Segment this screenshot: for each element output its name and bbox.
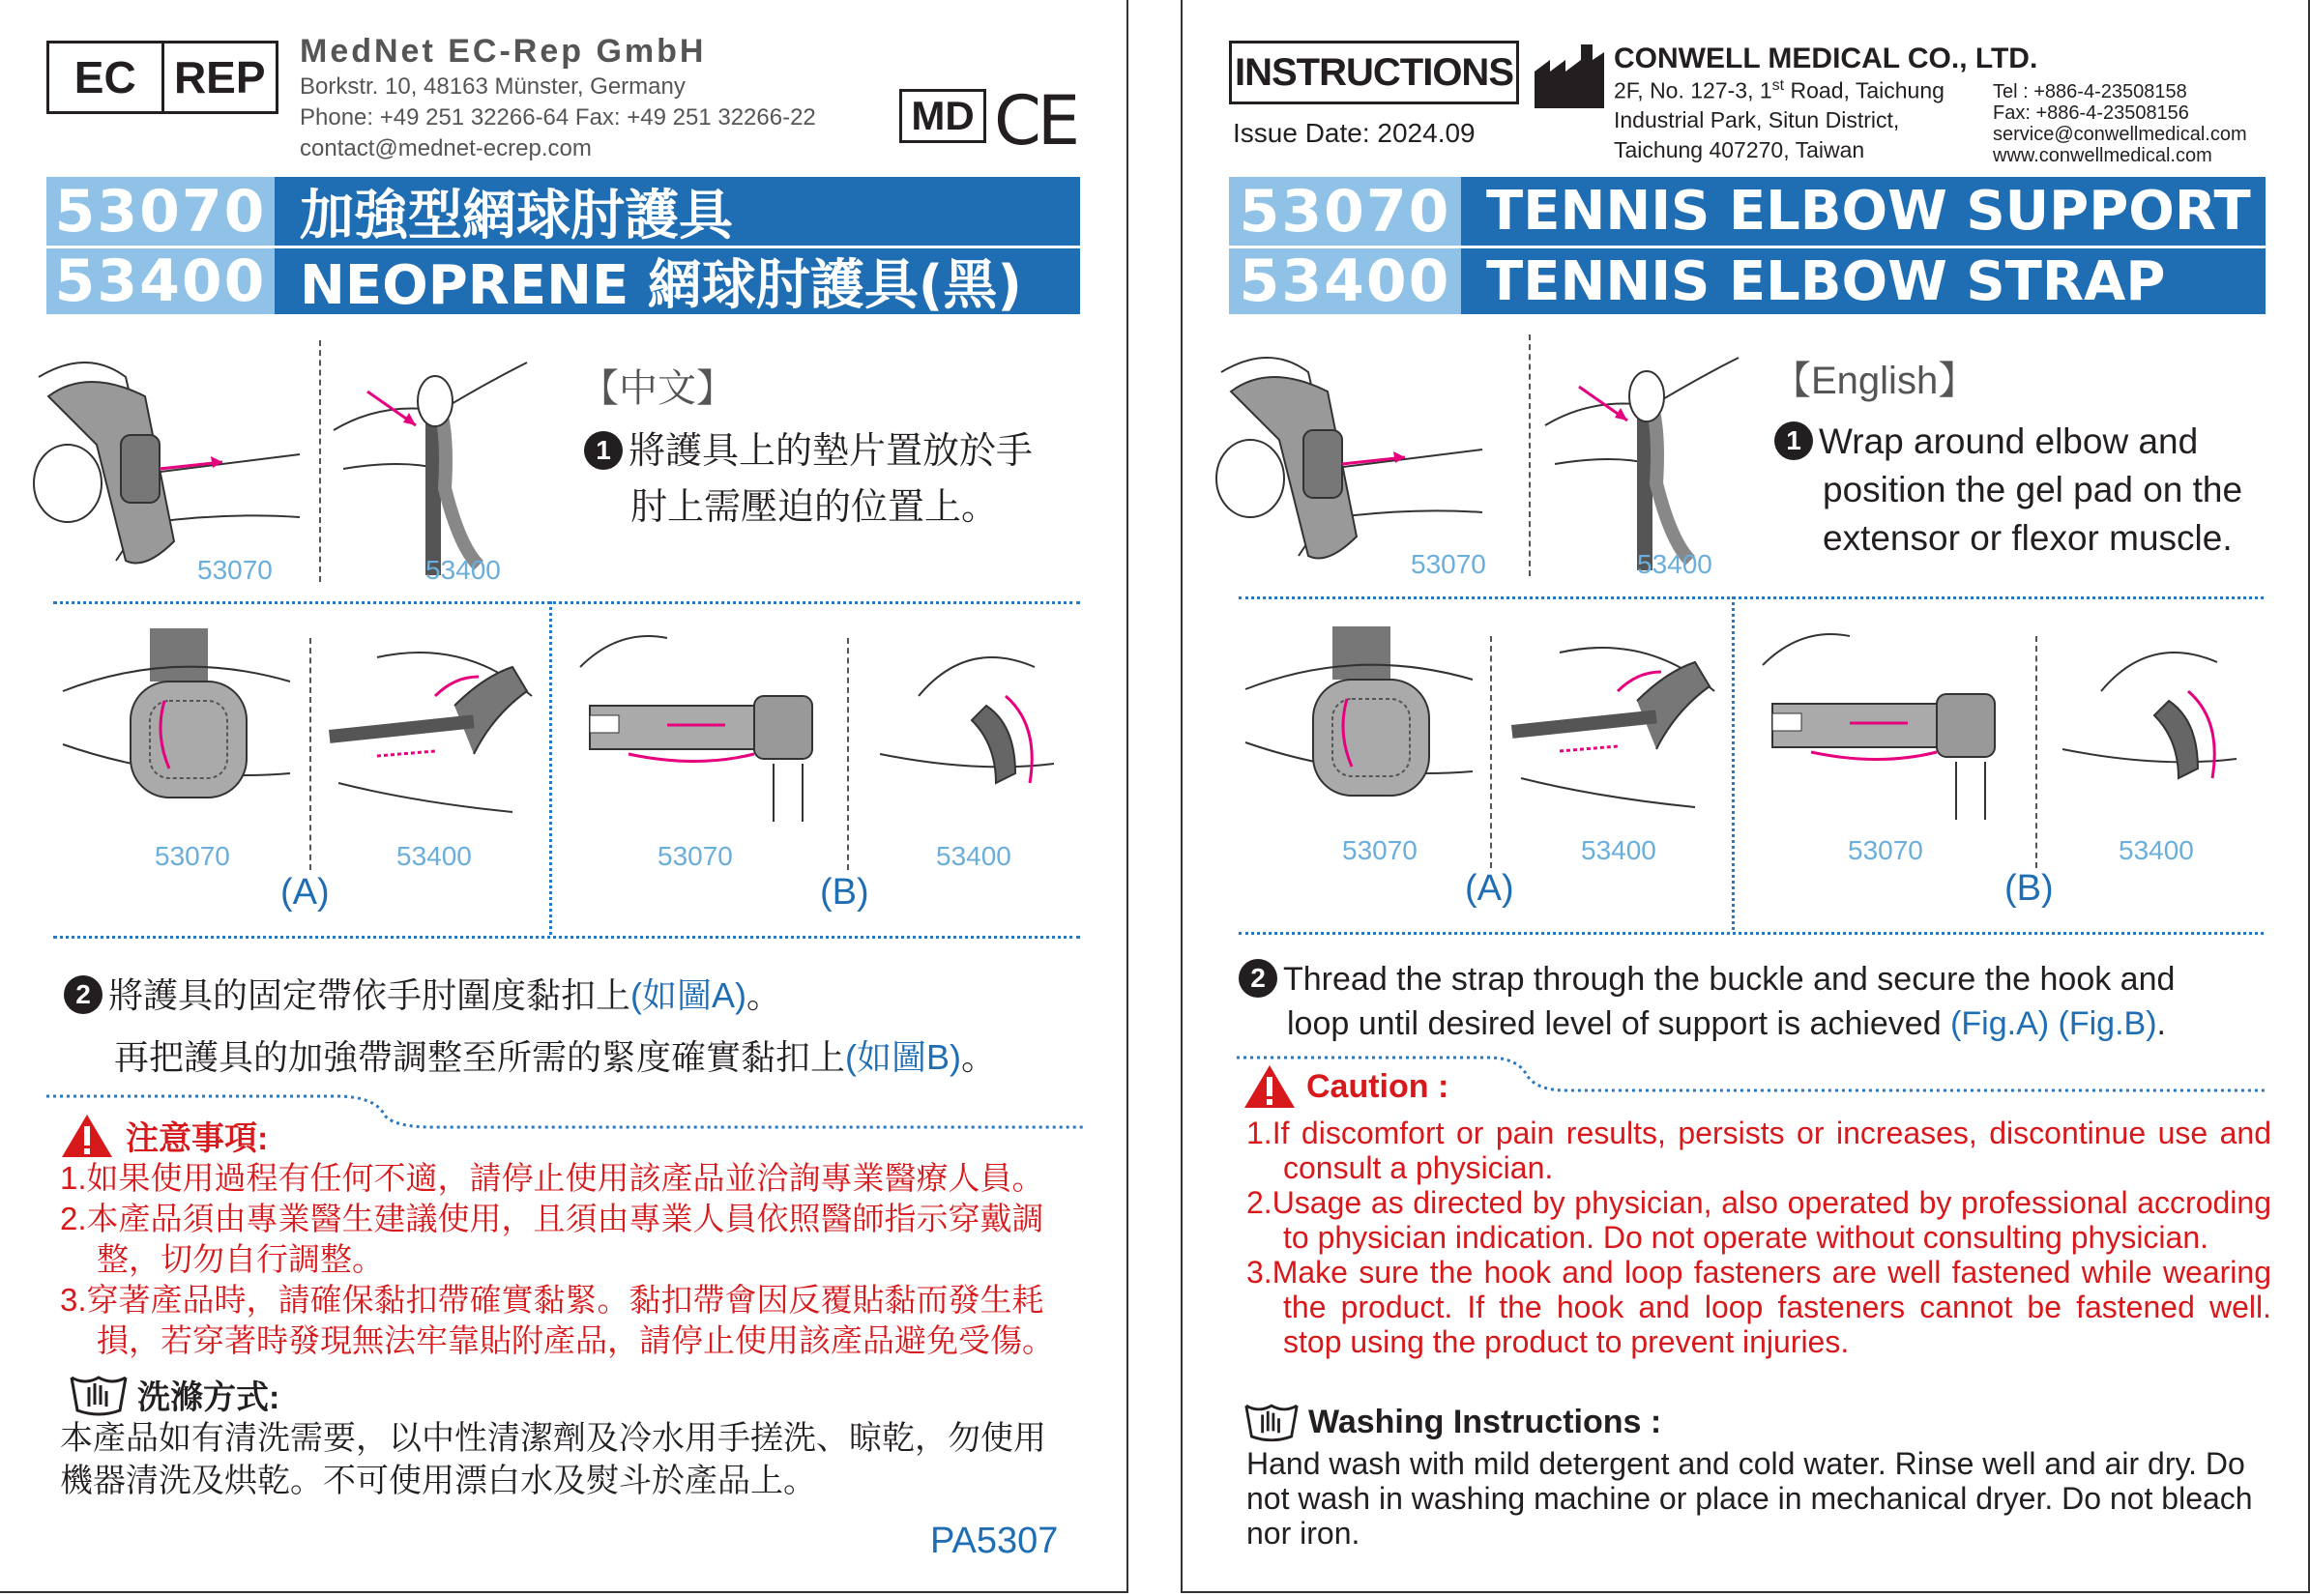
divider xyxy=(1490,636,1492,868)
fig-letter-a: (A) xyxy=(1465,868,1514,909)
caution-title-text: Caution : xyxy=(1306,1067,1449,1105)
step2-fig-b-ref: (如圖B) xyxy=(845,1037,962,1077)
step2-fig-ref: (Fig.A) (Fig.B) xyxy=(1950,1005,2157,1042)
step1-number: 1 xyxy=(584,431,623,470)
manufacturer-web: www.conwellmedical.com xyxy=(1993,145,2212,166)
fig-label-b-53400: 53400 xyxy=(2119,835,2194,865)
caution-list xyxy=(1246,1116,2271,1359)
step2-line2-end: 。 xyxy=(961,1037,997,1077)
caution-item: 1.If discomfort or pain results, persists or increases, discontinue use and consult a physician. xyxy=(1246,1116,2271,1185)
panel-english xyxy=(1181,0,2310,1593)
panel-chinese xyxy=(0,0,1128,1593)
manufacturer-email: service@conwellmedical.com xyxy=(1993,124,2247,145)
washing-title-text: 洗滌方式: xyxy=(137,1379,280,1416)
washing-title xyxy=(1243,1400,1661,1444)
illustration-step1-53400 xyxy=(1535,338,1777,570)
address-part: Road, Taichung xyxy=(1784,77,1944,103)
language-heading: 【中文】 xyxy=(580,367,735,410)
warning-icon xyxy=(1243,1063,1297,1110)
dotted-divider xyxy=(53,936,1080,939)
illustration-fig-a-53070 xyxy=(1241,626,1482,820)
washing-text: Hand wash with mild detergent and cold water. Rinse well and air dry. Do not wash in washing machine or place in mechanical dryer. Do not bleach nor iron. xyxy=(1246,1446,2253,1551)
washing-title xyxy=(68,1371,279,1418)
caution-item: 3.Make sure the hook and loop fasteners are well fastened while wearing the product. If the hook and loop fasteners cannot be fastened well. stop using the product to prevent injuries. xyxy=(1246,1255,2271,1359)
illustration-fig-a-53400 xyxy=(319,638,541,822)
hand-wash-icon xyxy=(68,1372,130,1418)
manufacturer-address-3: Taichung 407270, Taiwan xyxy=(1614,137,1865,162)
step1-line1: 將護具上的墊片置放於手 xyxy=(629,431,1034,472)
step2-fig-a-ref: (如圖A) xyxy=(630,975,747,1015)
fig-label-a-53400: 53400 xyxy=(1581,835,1656,865)
step1-text xyxy=(1774,418,2242,563)
caution-title-text: 注意事項: xyxy=(126,1120,269,1157)
illustration-fig-b-53400 xyxy=(2043,633,2256,827)
step1-text xyxy=(584,423,1033,536)
fig-label-a-53070: 53070 xyxy=(1342,835,1418,865)
product-number-1: 53070 xyxy=(1229,177,1461,246)
step2-number: 2 xyxy=(1239,959,1277,998)
step2-number: 2 xyxy=(64,975,102,1014)
manufacturer-address-1 xyxy=(1614,77,1944,104)
fig-label-b-53070: 53070 xyxy=(658,841,733,871)
product-number-2: 53400 xyxy=(1229,248,1461,314)
fig-label-b-53400: 53400 xyxy=(936,841,1011,871)
fig-letter-b: (B) xyxy=(820,872,869,913)
manufacturer-fax: Fax: +886-4-23508156 xyxy=(1993,102,2189,124)
illustration-fig-b-53070 xyxy=(561,628,832,822)
fig-letter-a: (A) xyxy=(280,872,330,913)
fig-label-b-53070: 53070 xyxy=(1848,835,1923,865)
product-number-1: 53070 xyxy=(46,177,275,246)
step1-line1: Wrap around elbow and xyxy=(1819,421,2199,461)
product-title-1: TENNIS ELBOW SUPPORT xyxy=(1461,177,2266,246)
address-part: 2F, No. 127-3, 1 xyxy=(1614,77,1772,103)
illustration-step1-53400 xyxy=(324,343,566,575)
ce-mark: CE xyxy=(994,81,1077,160)
fig-label-53400: 53400 xyxy=(425,555,501,585)
title-band xyxy=(1229,177,2266,314)
fig-label-a-53400: 53400 xyxy=(396,841,472,871)
divider xyxy=(319,340,321,582)
instructions-label: INSTRUCTIONS xyxy=(1229,41,1519,104)
divider xyxy=(1529,334,1531,576)
rep-label: REP xyxy=(173,52,266,102)
caution-title xyxy=(60,1112,268,1159)
caution-item: 2.本產品須由專業醫生建議使用，且須由專業人員依照醫師指示穿戴調整，切勿自行調整。 xyxy=(60,1201,1044,1277)
caution-item: 3.穿著產品時，請確保黏扣帶確實黏緊。黏扣帶會因反覆貼黏而發生耗損，若穿著時發現無法牢靠貼附產品，請停止使用該產品避免受傷。 xyxy=(60,1282,1054,1358)
illustration-step1-53070 xyxy=(1212,334,1502,575)
step2-line1-end: 。 xyxy=(746,975,782,1015)
divider xyxy=(847,638,849,870)
product-title-1: 加強型網球肘護具 xyxy=(275,177,1080,246)
caution-item: 1.如果使用過程有任何不適，請停止使用該產品並洽詢專業醫療人員。 xyxy=(60,1160,1044,1196)
caution-list xyxy=(60,1158,1085,1361)
fig-label-53400: 53400 xyxy=(1637,549,1712,579)
illustration-fig-a-53070 xyxy=(58,628,300,822)
rep-phone: Phone: +49 251 32266-64 Fax: +49 251 32266-22 xyxy=(300,104,816,131)
manufacturer-address-2: Industrial Park, Situn District, xyxy=(1614,107,1900,132)
product-title-2: TENNIS ELBOW STRAP xyxy=(1461,248,2266,314)
washing-title-text: Washing Instructions : xyxy=(1308,1403,1662,1440)
document-code: PA5307 xyxy=(930,1521,1059,1561)
md-mark: MD xyxy=(899,89,986,143)
illustration-step1-53070 xyxy=(29,338,319,580)
fig-label-53070: 53070 xyxy=(197,555,273,585)
issue-date: Issue Date: 2024.09 xyxy=(1233,118,1476,148)
step2-line1: 將護具的固定帶依手肘圍度黏扣上 xyxy=(108,975,631,1015)
fig-label-53070: 53070 xyxy=(1411,549,1486,579)
step2-line2: 再把護具的加強帶調整至所需的緊度確實黏扣上 xyxy=(114,1037,846,1077)
step1-line2: 肘上需壓迫的位置上。 xyxy=(630,487,999,528)
dotted-divider xyxy=(53,601,1080,604)
ec-rep-symbol xyxy=(46,41,278,114)
fig-label-a-53070: 53070 xyxy=(155,841,230,871)
step2-text xyxy=(1239,957,2175,1046)
divider xyxy=(2035,636,2037,868)
manufacturer-icon xyxy=(1533,43,1606,110)
manufacturer-name: CONWELL MEDICAL CO., LTD. xyxy=(1614,43,2038,74)
step1-line3: extensor or flexor muscle. xyxy=(1823,518,2233,558)
dotted-divider xyxy=(1239,932,2264,935)
rep-company-name: MedNet EC-Rep GmbH xyxy=(300,33,707,70)
rep-address: Borkstr. 10, 48163 Münster, Germany xyxy=(300,73,686,100)
language-heading: 【English】 xyxy=(1772,360,1977,402)
title-band xyxy=(46,177,1080,317)
dotted-divider-vertical xyxy=(549,601,552,935)
fig-letter-b: (B) xyxy=(2004,868,2054,909)
washing-text: 本產品如有清洗需要，以中性清潔劑及冷水用手搓洗、晾乾，勿使用機器清洗及烘乾。不可使用漂白水及熨斗於產品上。 xyxy=(60,1420,1046,1499)
step2-line1: Thread the strap through the buckle and secure the hook and xyxy=(1283,961,2176,998)
dotted-divider xyxy=(1239,596,2264,599)
dotted-divider-vertical xyxy=(1732,596,1735,930)
divider xyxy=(309,638,311,870)
illustration-fig-b-53400 xyxy=(861,638,1073,831)
product-number-2: 53400 xyxy=(46,248,275,314)
step1-number: 1 xyxy=(1774,421,1813,460)
ec-label: EC xyxy=(49,44,164,111)
rep-email: contact@mednet-ecrep.com xyxy=(300,135,592,161)
hand-wash-icon xyxy=(1243,1400,1301,1444)
warning-icon xyxy=(60,1113,114,1159)
manufacturer-tel: Tel : +886-4-23508158 xyxy=(1993,81,2187,102)
step1-line2: position the gel pad on the xyxy=(1823,470,2243,509)
caution-item: 2.Usage as directed by physician, also operated by professional accroding to physician indication. Do not operate without consulting physician. xyxy=(1246,1185,2271,1255)
illustration-fig-b-53070 xyxy=(1743,626,2014,820)
caution-title xyxy=(1243,1063,1448,1110)
product-title-2: NEOPRENE 網球肘護具(黑) xyxy=(275,248,1080,314)
illustration-fig-a-53400 xyxy=(1502,633,1724,817)
step2-line2-end: . xyxy=(2156,1005,2166,1042)
step2-text xyxy=(64,965,996,1088)
address-sup: st xyxy=(1771,77,1785,94)
step2-line2: loop until desired level of support is achieved xyxy=(1287,1005,1951,1042)
